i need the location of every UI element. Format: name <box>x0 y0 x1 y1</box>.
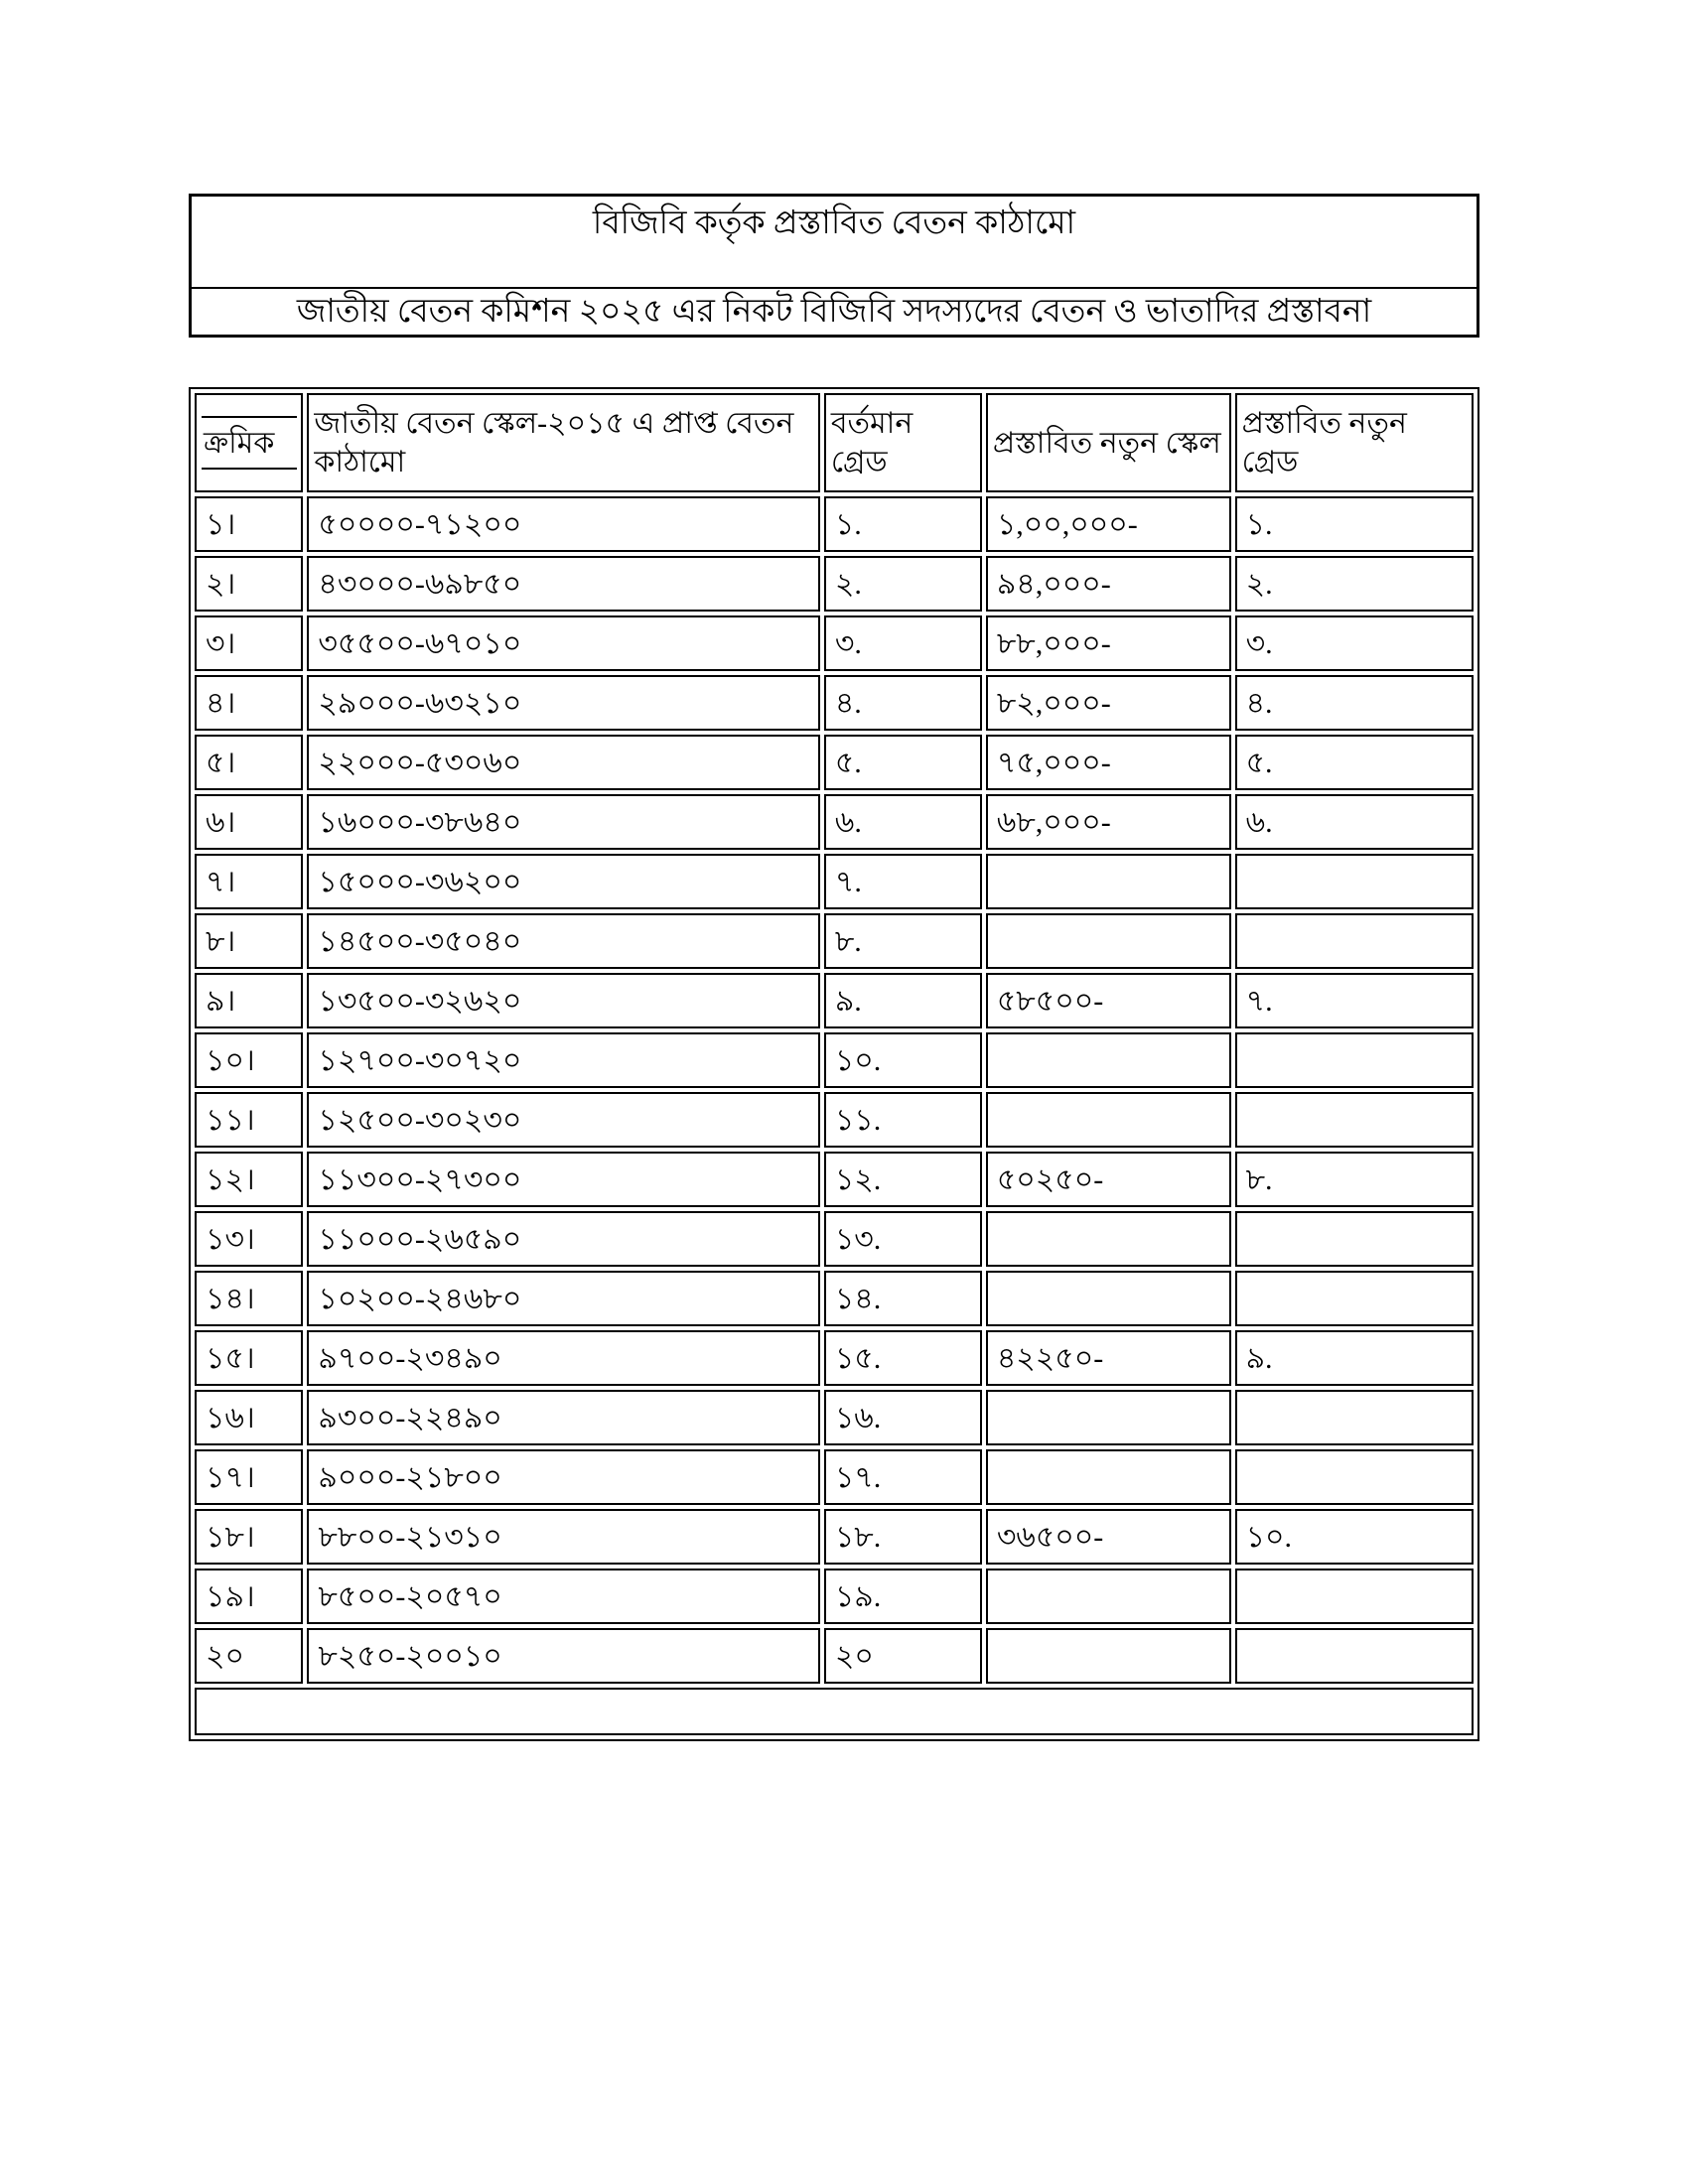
pay-scale-table <box>189 387 1479 1741</box>
cell-current-grade: ১১. <box>824 1092 982 1148</box>
cell-old-pay-scale: ৯৭০০-২৩৪৯০ <box>307 1330 819 1386</box>
cell-old-pay-scale: ৯৩০০-২২৪৯০ <box>307 1390 819 1445</box>
cell-proposed-new-grade: ৯. <box>1235 1330 1474 1386</box>
cell-proposed-new-grade <box>1235 1569 1474 1624</box>
cell-serial: ৩। <box>195 615 303 671</box>
cell-old-pay-scale: ১১০০০-২৬৫৯০ <box>307 1211 819 1267</box>
cell-old-pay-scale: ১৩৫০০-৩২৬২০ <box>307 973 819 1028</box>
cell-proposed-new-scale <box>986 913 1231 969</box>
cell-serial: ৭। <box>195 854 303 909</box>
empty-footer-row <box>195 1688 1474 1735</box>
pay-scale-row <box>195 1032 1474 1088</box>
cell-current-grade: ৫. <box>824 735 982 790</box>
document-title: বিজিবি কর্তৃক প্রস্তাবিত বেতন কাঠামো <box>191 196 1478 289</box>
cell-serial: ১৪। <box>195 1271 303 1326</box>
cell-proposed-new-grade <box>1235 1271 1474 1326</box>
pay-scale-row <box>195 615 1474 671</box>
cell-serial: ২। <box>195 556 303 612</box>
cell-proposed-new-grade <box>1235 854 1474 909</box>
cell-proposed-new-grade <box>1235 1032 1474 1088</box>
pay-scale-row <box>195 1449 1474 1505</box>
cell-proposed-new-grade <box>1235 1628 1474 1684</box>
cell-serial: ১। <box>195 496 303 552</box>
cell-old-pay-scale: ১১৩০০-২৭৩০০ <box>307 1152 819 1207</box>
title-block <box>189 194 1479 338</box>
cell-old-pay-scale: ১৫০০০-৩৬২০০ <box>307 854 819 909</box>
cell-proposed-new-scale <box>986 1628 1231 1684</box>
header-cell-old-pay-scale: জাতীয় বেতন স্কেল-২০১৫ এ প্রাপ্ত বেতন কাঠামো <box>307 393 819 492</box>
table-footer <box>195 1688 1474 1735</box>
pay-scale-row <box>195 1330 1474 1386</box>
cell-proposed-new-scale: ৯৪,০০০- <box>986 556 1231 612</box>
cell-serial: ৫। <box>195 735 303 790</box>
pay-scale-row <box>195 794 1474 850</box>
cell-serial: ১২। <box>195 1152 303 1207</box>
cell-proposed-new-scale: ১,০০,০০০- <box>986 496 1231 552</box>
cell-old-pay-scale: ১৪৫০০-৩৫০৪০ <box>307 913 819 969</box>
cell-proposed-new-scale: ৭৫,০০০- <box>986 735 1231 790</box>
cell-proposed-new-grade: ৪. <box>1235 675 1474 731</box>
cell-old-pay-scale: ৮৫০০-২০৫৭০ <box>307 1569 819 1624</box>
title-row-1 <box>191 196 1478 289</box>
cell-proposed-new-scale: ৩৬৫০০- <box>986 1509 1231 1565</box>
cell-current-grade: ২. <box>824 556 982 612</box>
cell-proposed-new-scale <box>986 854 1231 909</box>
cell-old-pay-scale: ৮৮০০-২১৩১০ <box>307 1509 819 1565</box>
header-cell-proposed-new-grade: প্রস্তাবিত নতুন গ্রেড <box>1235 393 1474 492</box>
cell-proposed-new-grade: ৫. <box>1235 735 1474 790</box>
header-cell-serial <box>195 393 303 492</box>
pay-scale-row <box>195 1390 1474 1445</box>
serial-header-top-strip <box>202 395 297 418</box>
cell-proposed-new-grade <box>1235 1449 1474 1505</box>
cell-serial: ১৯। <box>195 1569 303 1624</box>
cell-serial: ১০। <box>195 1032 303 1088</box>
cell-old-pay-scale: ৯০০০-২১৮০০ <box>307 1449 819 1505</box>
document-page <box>189 194 1479 1741</box>
cell-serial: ১৩। <box>195 1211 303 1267</box>
cell-proposed-new-grade <box>1235 1092 1474 1148</box>
cell-serial: ৯। <box>195 973 303 1028</box>
cell-proposed-new-grade: ২. <box>1235 556 1474 612</box>
pay-scale-row <box>195 556 1474 612</box>
header-cell-proposed-new-scale: প্রস্তাবিত নতুন স্কেল <box>986 393 1231 492</box>
pay-scale-row <box>195 973 1474 1028</box>
cell-proposed-new-scale: ৮৮,০০০- <box>986 615 1231 671</box>
cell-proposed-new-scale <box>986 1569 1231 1624</box>
cell-current-grade: ৩. <box>824 615 982 671</box>
cell-current-grade: ৮. <box>824 913 982 969</box>
document-subtitle: জাতীয় বেতন কমিশন ২০২৫ এর নিকট বিজিবি সদস্যদের বেতন ও ভাতাদির প্রস্তাবনা <box>191 288 1478 337</box>
cell-current-grade: ১. <box>824 496 982 552</box>
cell-proposed-new-grade <box>1235 1211 1474 1267</box>
cell-current-grade: ১২. <box>824 1152 982 1207</box>
cell-proposed-new-grade: ৬. <box>1235 794 1474 850</box>
table-header <box>195 393 1474 492</box>
header-row <box>195 393 1474 492</box>
serial-header-label: ক্রমিক <box>204 426 275 460</box>
table-body <box>195 496 1474 1684</box>
cell-serial: ১৮। <box>195 1509 303 1565</box>
pay-scale-row <box>195 1628 1474 1684</box>
cell-old-pay-scale: ১০২০০-২৪৬৮০ <box>307 1271 819 1326</box>
cell-current-grade: ১৭. <box>824 1449 982 1505</box>
cell-proposed-new-scale: ৬৮,০০০- <box>986 794 1231 850</box>
cell-current-grade: ১৮. <box>824 1509 982 1565</box>
pay-scale-row <box>195 1092 1474 1148</box>
pay-scale-row <box>195 1509 1474 1565</box>
cell-proposed-new-scale: ৫৮৫০০- <box>986 973 1231 1028</box>
cell-current-grade: ১০. <box>824 1032 982 1088</box>
cell-proposed-new-grade: ৭. <box>1235 973 1474 1028</box>
cell-proposed-new-grade: ১০. <box>1235 1509 1474 1565</box>
pay-scale-row <box>195 496 1474 552</box>
pay-scale-row <box>195 1271 1474 1326</box>
cell-current-grade: ১৯. <box>824 1569 982 1624</box>
cell-proposed-new-scale <box>986 1449 1231 1505</box>
cell-current-grade: ২০ <box>824 1628 982 1684</box>
cell-proposed-new-scale <box>986 1390 1231 1445</box>
cell-serial: ৮। <box>195 913 303 969</box>
cell-serial: ১৬। <box>195 1390 303 1445</box>
cell-current-grade: ৬. <box>824 794 982 850</box>
cell-old-pay-scale: ৮২৫০-২০০১০ <box>307 1628 819 1684</box>
cell-proposed-new-grade <box>1235 913 1474 969</box>
cell-proposed-new-scale <box>986 1271 1231 1326</box>
cell-old-pay-scale: ৫০০০০-৭১২০০ <box>307 496 819 552</box>
pay-scale-row <box>195 854 1474 909</box>
cell-proposed-new-grade: ৮. <box>1235 1152 1474 1207</box>
cell-proposed-new-grade <box>1235 1390 1474 1445</box>
serial-header-bottom-strip <box>202 468 297 490</box>
pay-scale-row <box>195 1569 1474 1624</box>
cell-current-grade: ১৩. <box>824 1211 982 1267</box>
pay-scale-row <box>195 1152 1474 1207</box>
cell-old-pay-scale: ১২৭০০-৩০৭২০ <box>307 1032 819 1088</box>
pay-scale-row <box>195 735 1474 790</box>
cell-serial: ২০ <box>195 1628 303 1684</box>
pay-scale-row <box>195 675 1474 731</box>
cell-current-grade: ৭. <box>824 854 982 909</box>
cell-proposed-new-grade: ৩. <box>1235 615 1474 671</box>
cell-proposed-new-scale <box>986 1032 1231 1088</box>
empty-footer-cell <box>195 1688 1474 1735</box>
cell-current-grade: ১৬. <box>824 1390 982 1445</box>
cell-proposed-new-scale: ৪২২৫০- <box>986 1330 1231 1386</box>
pay-scale-row <box>195 1211 1474 1267</box>
pay-scale-row <box>195 913 1474 969</box>
cell-old-pay-scale: ১৬০০০-৩৮৬৪০ <box>307 794 819 850</box>
cell-current-grade: ১৪. <box>824 1271 982 1326</box>
cell-old-pay-scale: ৩৫৫০০-৬৭০১০ <box>307 615 819 671</box>
cell-proposed-new-grade: ১. <box>1235 496 1474 552</box>
cell-old-pay-scale: ২৯০০০-৬৩২১০ <box>307 675 819 731</box>
cell-serial: ১৫। <box>195 1330 303 1386</box>
cell-proposed-new-scale <box>986 1092 1231 1148</box>
title-row-2 <box>191 288 1478 337</box>
cell-serial: ১৭। <box>195 1449 303 1505</box>
cell-current-grade: ৯. <box>824 973 982 1028</box>
cell-old-pay-scale: ১২৫০০-৩০২৩০ <box>307 1092 819 1148</box>
cell-serial: ১১। <box>195 1092 303 1148</box>
cell-old-pay-scale: ২২০০০-৫৩০৬০ <box>307 735 819 790</box>
cell-current-grade: ৪. <box>824 675 982 731</box>
cell-serial: ৪। <box>195 675 303 731</box>
header-cell-current-grade: বর্তমান গ্রেড <box>824 393 982 492</box>
cell-proposed-new-scale <box>986 1211 1231 1267</box>
cell-proposed-new-scale: ৫০২৫০- <box>986 1152 1231 1207</box>
cell-proposed-new-scale: ৮২,০০০- <box>986 675 1231 731</box>
cell-serial: ৬। <box>195 794 303 850</box>
cell-old-pay-scale: ৪৩০০০-৬৯৮৫০ <box>307 556 819 612</box>
cell-current-grade: ১৫. <box>824 1330 982 1386</box>
